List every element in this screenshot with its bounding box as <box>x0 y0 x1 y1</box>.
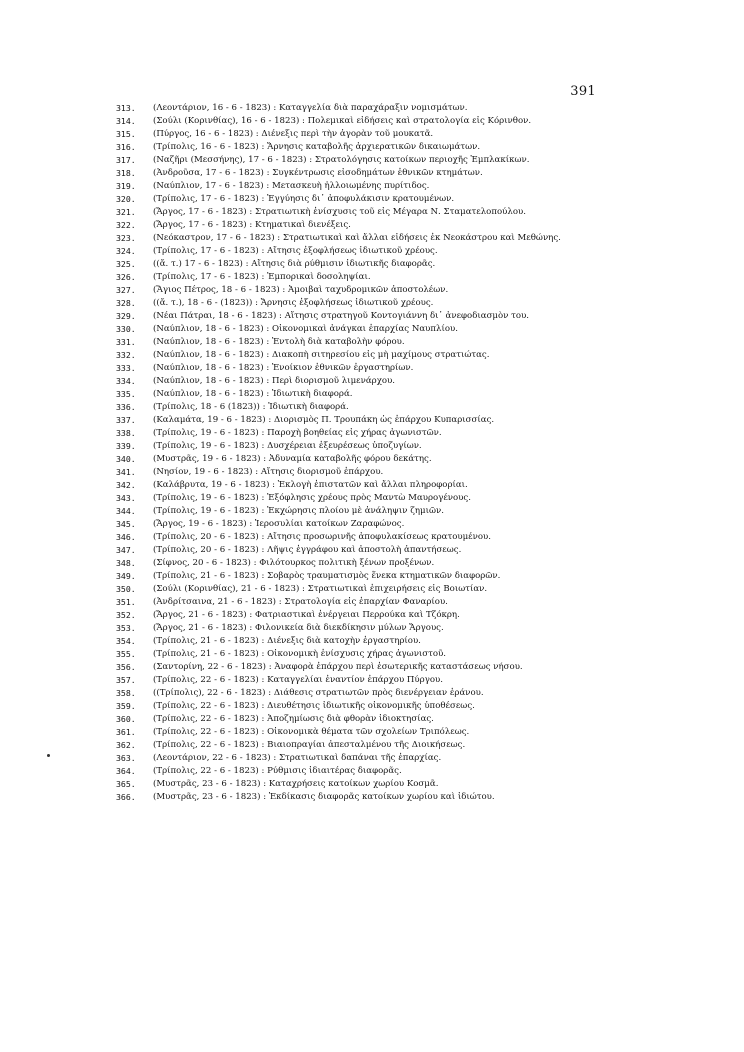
list-item <box>116 102 636 115</box>
entry-text: (Τρίπολις, 19 - 6 - 1823) : Ἐξόφλησις χρέους πρὸς Μαντὼ Μαυρογένους. <box>153 493 471 503</box>
list-item <box>116 466 636 479</box>
list-item <box>116 778 636 791</box>
entry-number: 317. <box>116 155 136 165</box>
entry-number: 342. <box>116 480 136 490</box>
entry-text: (Μυστρᾶς, 23 - 6 - 1823) : Ἐκδίκασις διαφορᾶς κατοίκων χωρίου καὶ ἰδιώτου. <box>153 792 495 802</box>
entry-number: 340. <box>116 454 136 464</box>
entry-text: (Ναύπλιον, 17 - 6 - 1823) : Μετασκευὴ ἠλλοιωμένης πυρίτιδος. <box>153 181 430 191</box>
entry-text: (Τρίπολις, 20 - 6 - 1823) : Αἴτησις προσωρινῆς ἀποφυλακίσεως κρατουμένου. <box>153 532 491 542</box>
entry-number: 353. <box>116 623 136 633</box>
list-item <box>116 505 636 518</box>
list-item <box>116 414 636 427</box>
entry-number: 361. <box>116 727 136 737</box>
entry-number: 364. <box>116 766 136 776</box>
list-item <box>116 557 636 570</box>
entry-number: 329. <box>116 311 136 321</box>
entry-number: 335. <box>116 389 136 399</box>
entry-text: (Ναύπλιον, 18 - 6 - 1823) : Ἰδιωτικὴ διαφορά. <box>153 389 353 399</box>
entry-number: 321. <box>116 207 136 217</box>
list-item <box>116 336 636 349</box>
entry-number: 320. <box>116 194 136 204</box>
list-item <box>116 661 636 674</box>
list-item <box>116 648 636 661</box>
list-item <box>116 128 636 141</box>
entry-number: 354. <box>116 636 136 646</box>
list-item <box>116 596 636 609</box>
list-item <box>116 726 636 739</box>
entry-text: (Ἄργος, 21 - 6 - 1823) : Φιλονικεία διὰ διεκδίκησιν μύλων Ἄργους. <box>153 623 444 633</box>
list-item <box>116 232 636 245</box>
entry-text: (Τρίπολις, 19 - 6 - 1823) : Παροχὴ βοηθείας εἰς χήρας ἀγωνιστῶν. <box>153 428 442 438</box>
entry-text: (Πύργος, 16 - 6 - 1823) : Διένεξις περὶ τὴν ἀγορὰν τοῦ μουκατᾶ. <box>153 129 434 139</box>
entry-text: (Τρίπολις, 22 - 6 - 1823) : Βιαιοπραγίαι ἀπεσταλμένου τῆς Διοικήσεως. <box>153 740 466 750</box>
entry-number: 326. <box>116 272 136 282</box>
list-item <box>116 531 636 544</box>
list-item <box>116 713 636 726</box>
list-item <box>116 180 636 193</box>
entry-number: 338. <box>116 428 136 438</box>
list-item <box>116 739 636 752</box>
entry-number: 330. <box>116 324 136 334</box>
list-item <box>116 141 636 154</box>
entry-number: 343. <box>116 493 136 503</box>
entry-text: (Ναζῆρι (Μεσσήνης), 17 - 6 - 1823) : Στρατολόγησις κατοίκων περιοχῆς Ἐμπλακίκων. <box>153 155 530 165</box>
entry-number: 339. <box>116 441 136 451</box>
entry-number: 313. <box>116 103 136 113</box>
list-item <box>116 687 636 700</box>
entry-number: 344. <box>116 506 136 516</box>
entry-number: 362. <box>116 740 136 750</box>
entry-text: (Τρίπολις, 21 - 6 - 1823) : Διένεξις διὰ κατοχὴν ἐργαστηρίου. <box>153 636 421 646</box>
entry-text: (Ἀνδροῦσα, 17 - 6 - 1823) : Συγκέντρωσις εἰσοδημάτων ἐθνικῶν κτημάτων. <box>153 168 483 178</box>
entry-text: (Τρίπολις, 17 - 6 - 1823) : Αἴτησις ἐξοφλήσεως ἰδιωτικοῦ χρέους. <box>153 246 438 256</box>
entry-text: (Μυστρᾶς, 19 - 6 - 1823) : Ἀδυναμία καταβολῆς φόρου δεκάτης. <box>153 454 432 464</box>
entry-text: (Τρίπολις, 20 - 6 - 1823) : Λῆψις ἐγγράφου καὶ ἀποστολὴ ἀπαντήσεως. <box>153 545 462 555</box>
entry-text: (Τρίπολις, 21 - 6 - 1823) : Οἰκονομικὴ ἐνίσχυσις χήρας ἀγωνιστοῦ. <box>153 649 447 659</box>
list-item <box>116 115 636 128</box>
entry-number: 336. <box>116 402 136 412</box>
entry-number: 355. <box>116 649 136 659</box>
entry-number: 363. <box>116 753 136 763</box>
list-item <box>116 388 636 401</box>
entry-text: (Ἄργος, 19 - 6 - 1823) : Ἱεροσυλίαι κατοίκων Ζαραφώνος. <box>153 519 405 529</box>
list-item <box>116 570 636 583</box>
entry-text: (Ναύπλιον, 18 - 6 - 1823) : Οἰκονομικαὶ ἀνάγκαι ἐπαρχίας Ναυπλίου. <box>153 324 458 334</box>
list-item <box>116 791 636 804</box>
entry-text: (Τρίπολις, 17 - 6 - 1823) : Ἐγγύησις δι᾽ ἀποφυλάκισιν κρατουμένων. <box>153 194 455 204</box>
entry-number: 352. <box>116 610 136 620</box>
list-item <box>116 518 636 531</box>
entry-number: 348. <box>116 558 136 568</box>
entry-text: (Τρίπολις, 22 - 6 - 1823) : Διευθέτησις ἰδιωτικῆς οἰκονομικῆς ὑποθέσεως. <box>153 701 475 711</box>
entry-number: 333. <box>116 363 136 373</box>
list-item <box>116 609 636 622</box>
entry-text: (Ἀνδρίτσαινα, 21 - 6 - 1823) : Στρατολογία εἰς ἐπαρχίαν Φαναρίου. <box>153 597 448 607</box>
list-item <box>116 258 636 271</box>
entry-number: 332. <box>116 350 136 360</box>
list-item <box>116 362 636 375</box>
list-item <box>116 219 636 232</box>
list-item <box>116 700 636 713</box>
entry-number: 315. <box>116 129 136 139</box>
entry-number: 334. <box>116 376 136 386</box>
entry-text: ((ἄ. τ.) 17 - 6 - 1823) : Αἴτησις διὰ ρύθμισιν ἰδιωτικῆς διαφορᾶς. <box>153 259 436 269</box>
entry-number: 349. <box>116 571 136 581</box>
entry-text: (Καλαμάτα, 19 - 6 - 1823) : Διορισμὸς Π. Τρουπάκη ὡς ἐπάρχου Κυπαρισσίας. <box>153 415 495 425</box>
entry-number: 323. <box>116 233 136 243</box>
entry-text: (Τρίπολις, 22 - 6 - 1823) : Ρύθμισις ἰδιαιτέρας διαφορᾶς. <box>153 766 402 776</box>
entry-number: 358. <box>116 688 136 698</box>
entry-text: (Καλάβρυτα, 19 - 6 - 1823) : Ἐκλογὴ ἐπιστατῶν καὶ ἄλλαι πληροφορίαι. <box>153 480 468 490</box>
page-number: 391 <box>570 84 596 99</box>
list-item <box>116 674 636 687</box>
margin-dot <box>47 754 50 757</box>
entry-number: 318. <box>116 168 136 178</box>
entry-text: (Νεόκαστρον, 17 - 6 - 1823) : Στρατιωτικαὶ καὶ ἄλλαι εἰδήσεις ἐκ Νεοκάστρου καὶ Μεθώνης. <box>153 233 561 243</box>
entry-number: 319. <box>116 181 136 191</box>
list-item <box>116 401 636 414</box>
list-item <box>116 765 636 778</box>
entry-number: 365. <box>116 779 136 789</box>
list-item <box>116 323 636 336</box>
entry-number: 316. <box>116 142 136 152</box>
entry-number: 325. <box>116 259 136 269</box>
entry-text: (Νέαι Πάτραι, 18 - 6 - 1823) : Αἴτησις στρατηγοῦ Κοντογιάννη δι᾽ ἀνεφοδιασμὸν του. <box>153 311 530 321</box>
list-item <box>116 752 636 765</box>
list-item <box>116 453 636 466</box>
entry-text: (Ναύπλιον, 18 - 6 - 1823) : Διακοπὴ σιτηρεσίου εἰς μὴ μαχίμους στρατιώτας. <box>153 350 490 360</box>
entry-number: 341. <box>116 467 136 477</box>
entry-text: (Ἄργος, 17 - 6 - 1823) : Κτηματικαὶ διενέξεις. <box>153 220 351 230</box>
list-item <box>116 154 636 167</box>
entry-number: 327. <box>116 285 136 295</box>
entry-number: 345. <box>116 519 136 529</box>
entry-number: 366. <box>116 792 136 802</box>
list-item <box>116 622 636 635</box>
entry-text: (Ναύπλιον, 18 - 6 - 1823) : Ἐντολὴ διὰ καταβολὴν φόρου. <box>153 337 405 347</box>
entry-number: 346. <box>116 532 136 542</box>
entry-text: (Σίφνος, 20 - 6 - 1823) : Φιλότουρκος πολιτικὴ ξένων προξένων. <box>153 558 435 568</box>
entry-text: (Λεοντάριον, 16 - 6 - 1823) : Καταγγελία διὰ παραχάραξιν νομισμάτων. <box>153 103 468 113</box>
list-item <box>116 310 636 323</box>
entry-number: 337. <box>116 415 136 425</box>
list-item <box>116 440 636 453</box>
entry-text: (Τρίπολις, 16 - 6 - 1823) : Ἄρνησις καταβολῆς ἀρχιερατικῶν δικαιωμάτων. <box>153 142 481 152</box>
list-item <box>116 583 636 596</box>
list-item <box>116 375 636 388</box>
list-item <box>116 297 636 310</box>
entry-number: 359. <box>116 701 136 711</box>
entry-text: (Τρίπολις, 19 - 6 - 1823) : Δυσχέρειαι ἐξευρέσεως ὑποζυγίων. <box>153 441 422 451</box>
entry-number: 331. <box>116 337 136 347</box>
list-item <box>116 544 636 557</box>
entry-text: (Μυστρᾶς, 23 - 6 - 1823) : Καταχρήσεις κατοίκων χωρίου Κοσμᾶ. <box>153 779 439 789</box>
entry-text: ((Τρίπολις), 22 - 6 - 1823) : Διάθεσις στρατιωτῶν πρὸς διενέργειαν ἐράνου. <box>153 688 484 698</box>
entry-number: 324. <box>116 246 136 256</box>
list-item <box>116 635 636 648</box>
list-item <box>116 479 636 492</box>
entry-text: (Τρίπολις, 17 - 6 - 1823) : Ἐμπορικαὶ δοσοληψίαι. <box>153 272 371 282</box>
entry-list <box>116 102 636 804</box>
entry-text: (Νησίον, 19 - 6 - 1823) : Αἴτησις διορισμοῦ ἐπάρχου. <box>153 467 384 477</box>
list-item <box>116 284 636 297</box>
list-item <box>116 349 636 362</box>
entry-text: (Τρίπολις, 21 - 6 - 1823) : Σοβαρὸς τραυματισμὸς ἕνεκα κτηματικῶν διαφορῶν. <box>153 571 501 581</box>
entry-text: (Τρίπολις, 19 - 6 - 1823) : Ἐκχώρησις πλοίου μὲ ἀνάληψιν ζημιῶν. <box>153 506 444 516</box>
entry-text: (Σαντορίνη, 22 - 6 - 1823) : Ἀναφορὰ ἐπάρχου περὶ ἐσωτερικῆς καταστάσεως νήσου. <box>153 662 523 672</box>
entry-text: (Ναύπλιον, 18 - 6 - 1823) : Περὶ διορισμοῦ λιμενάρχου. <box>153 376 396 386</box>
list-item <box>116 206 636 219</box>
entry-text: (Ἄργος, 21 - 6 - 1823) : Φατριαστικαὶ ἐνέργειαι Περρούκα καὶ Τζόκρη. <box>153 610 460 620</box>
entry-text: (Σούλι (Κορινθίας), 21 - 6 - 1823) : Στρατιωτικαὶ ἐπιχειρήσεις εἰς Βοιωτίαν. <box>153 584 488 594</box>
list-item <box>116 427 636 440</box>
entry-number: 350. <box>116 584 136 594</box>
entry-number: 314. <box>116 116 136 126</box>
entry-number: 356. <box>116 662 136 672</box>
entry-text: ((ἄ. τ.), 18 - 6 - (1823)) : Ἄρνησις ἐξοφλήσεως ἰδιωτικοῦ χρέους. <box>153 298 434 308</box>
entry-number: 322. <box>116 220 136 230</box>
list-item <box>116 492 636 505</box>
list-item <box>116 271 636 284</box>
entry-text: (Λεοντάριον, 22 - 6 - 1823) : Στρατιωτικαὶ δαπάναι τῆς ἐπαρχίας. <box>153 753 442 763</box>
entry-text: (Ἄργος, 17 - 6 - 1823) : Στρατιωτικὴ ἐνίσχυσις τοῦ εἰς Μέγαρα Ν. Σταματελοπούλου. <box>153 207 526 217</box>
entry-text: (Τρίπολις, 22 - 6 - 1823) : Ἀποζημίωσις διὰ φθορὰν ἰδιοκτησίας. <box>153 714 434 724</box>
entry-text: (Σούλι (Κορινθίας), 16 - 6 - 1823) : Πολεμικαὶ εἰδήσεις καὶ στρατολογία εἰς Κόρινθον. <box>153 116 532 126</box>
entry-number: 360. <box>116 714 136 724</box>
entry-text: (Τρίπολις, 22 - 6 - 1823) : Οἰκονομικὰ θέματα τῶν σχολείων Τριπόλεως. <box>153 727 470 737</box>
entry-text: (Τρίπολις, 22 - 6 - 1823) : Καταγγελίαι ἐναντίον ἐπάρχου Πύργου. <box>153 675 443 685</box>
list-item <box>116 167 636 180</box>
entry-text: (Ναύπλιον, 18 - 6 - 1823) : Ἐνοίκιον ἐθνικῶν ἐργαστηρίων. <box>153 363 414 373</box>
entry-number: 347. <box>116 545 136 555</box>
entry-text: (Ἅγιος Πέτρος, 18 - 6 - 1823) : Ἀμοιβαὶ ταχυδρομικῶν ἀποστολέων. <box>153 285 449 295</box>
list-item <box>116 193 636 206</box>
entry-text: (Τρίπολις, 18 - 6 (1823)) : Ἰδιωτικὴ διαφορά. <box>153 402 349 412</box>
entry-number: 357. <box>116 675 136 685</box>
entry-number: 351. <box>116 597 136 607</box>
list-item <box>116 245 636 258</box>
entry-number: 328. <box>116 298 136 308</box>
